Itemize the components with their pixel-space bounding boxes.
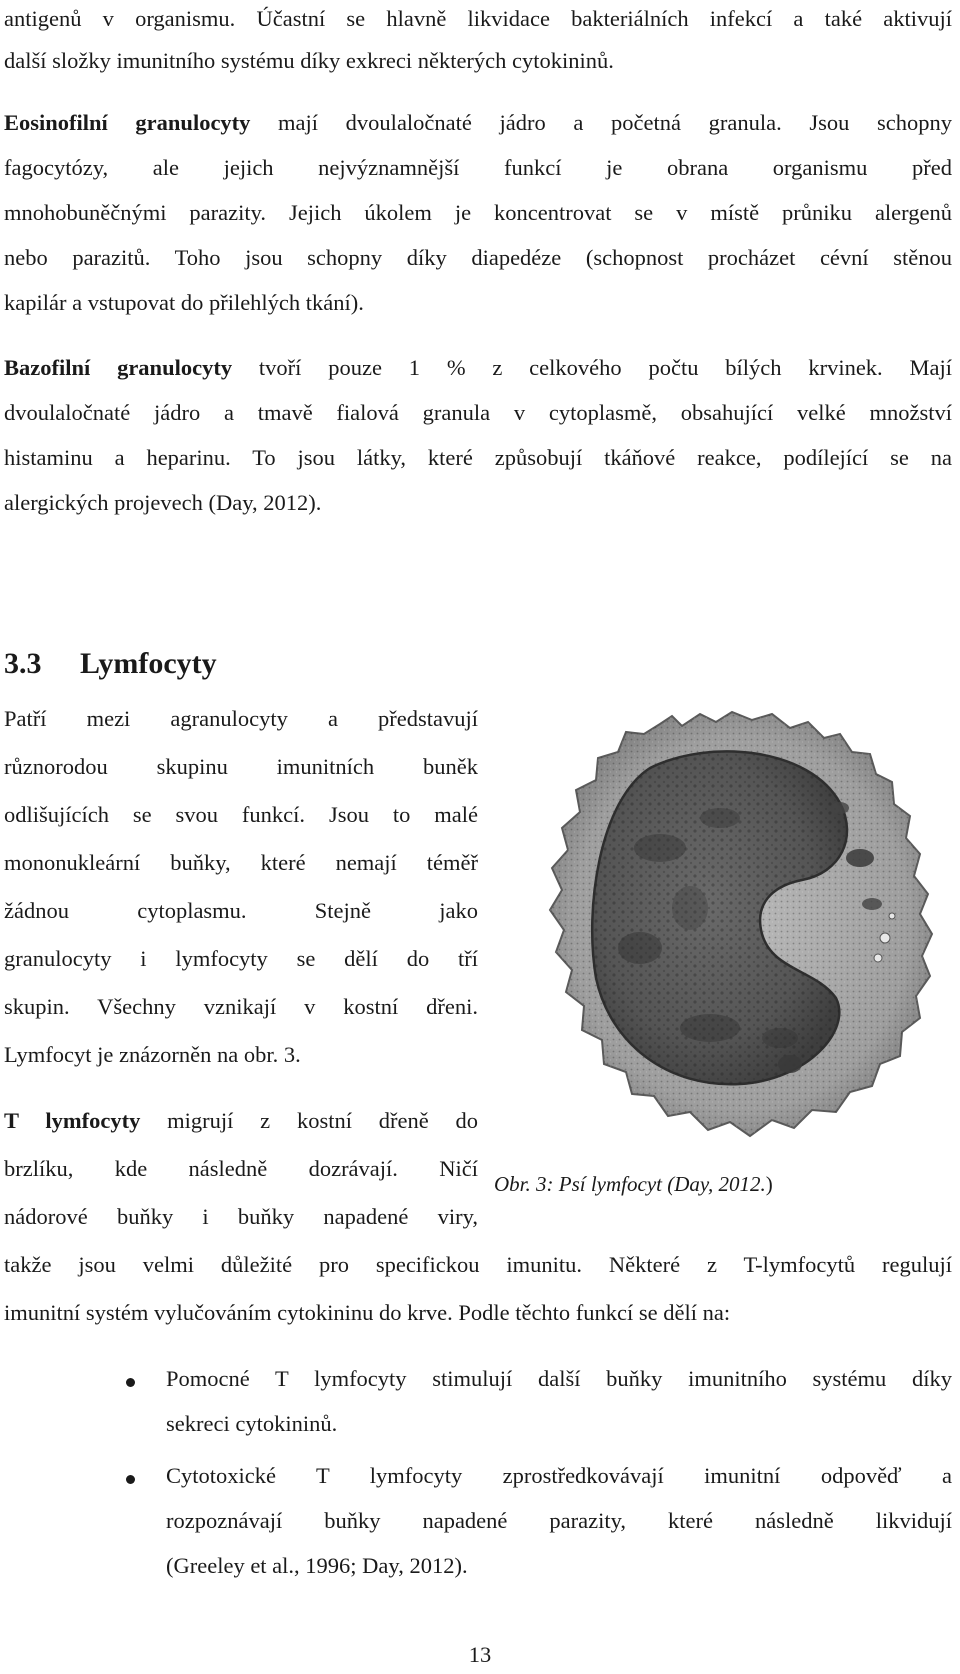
term-eosinophils: Eosinofilní granulocyty [4,110,251,135]
section-title: Lymfocyty [80,647,217,680]
paragraph-line: takže jsou velmi důležité pro specifickou imunitu. Některé z T-lymfocytů regulují [4,1252,952,1277]
paragraph-line: fagocytózy, ale jejich nejvýznamnější funkcí je obrana organismu před [4,155,952,180]
figure-caption-end: ) [765,1172,773,1196]
paragraph-text: tvoří pouze 1 % z celkového počtu bílých krvinek. Mají [232,355,952,380]
paragraph-line: další složky imunitního systému díky exkreci některých cytokininů. [4,48,614,73]
bullet-icon [126,1475,135,1484]
paragraph-basophils [4,353,952,383]
figure-caption-text: Obr. 3: Psí lymfocyt (Day, 2012. [494,1172,766,1196]
list-item-line: Pomocné T lymfocyty stimulují další buňky imunitního systému díky [166,1366,952,1391]
figure-caption [494,1170,773,1198]
paragraph-line: mnohobuněčnými parazity. Jejich úkolem je koncentrovat se v místě průniku alergenů [4,200,952,225]
paragraph-line: mononukleární buňky, které nemají téměř [4,850,478,875]
page-number: 13 [468,1642,492,1667]
paragraph-line: antigenů v organismu. Účastní se hlavně likvidace bakteriálních infekcí a také aktivují [4,6,952,31]
paragraph-line: žádnou cytoplasmu. Stejně jako [4,898,478,923]
lymphocyte-micrograph [540,708,945,1146]
list-item-line: sekreci cytokininů. [166,1411,338,1436]
section-heading [4,646,217,682]
paragraph-line: kapilár a vstupovat do přilehlých tkání). [4,290,364,315]
list-item-line: Cytotoxické T lymfocyty zprostředkovávají imunitní odpověď a [166,1463,952,1488]
paragraph-line: nádorové buňky i buňky napadené viry, [4,1204,478,1229]
section-number: 3.3 [4,647,42,680]
paragraph-line: dvoulaločnaté jádro a tmavě fialová granula v cytoplasmě, obsahující velké množství [4,400,952,425]
paragraph-line: granulocyty i lymfocyty se dělí do tří [4,946,478,971]
paragraph-line: histaminu a heparinu. To jsou látky, které způsobují tkáňové reakce, podílející se na [4,445,952,470]
term-basophils: Bazofilní granulocyty [4,355,233,380]
paragraph-line: Lymfocyt je znázorněn na obr. 3. [4,1042,301,1067]
bullet-icon [126,1378,135,1387]
list-item-line: rozpoznávají buňky napadené parazity, které následně likvidují [166,1508,952,1533]
paragraph-eosinophils [4,108,952,138]
term-t-lymphocytes: T lymfocyty [4,1108,141,1133]
list-item-line: (Greeley et al., 1996; Day, 2012). [166,1553,468,1578]
paragraph-t-lymphocytes [4,1106,478,1136]
paragraph-line: imunitní systém vylučováním cytokininu do krve. Podle těchto funkcí se dělí na: [4,1300,731,1325]
paragraph-line: alergických projevech (Day, 2012). [4,490,322,515]
paragraph-line: Patří mezi agranulocyty a představují [4,706,478,731]
paragraph-line: brzlíku, kde následně dozrávají. Ničí [4,1156,478,1181]
paragraph-text: migrují z kostní dřeně do [140,1108,478,1133]
paragraph-line: skupin. Všechny vznikají v kostní dřeni. [4,994,478,1019]
paragraph-line: odlišujících se svou funkcí. Jsou to malé [4,802,478,827]
paragraph-text: mají dvoulaločnaté jádro a početná granula. Jsou schopny [250,110,952,135]
paragraph-line: různorodou skupinu imunitních buněk [4,754,478,779]
paragraph-line: nebo parazitů. Toho jsou schopny díky diapedéze (schopnost procházet cévní stěnou [4,245,952,270]
micrograph-image [540,708,945,1146]
